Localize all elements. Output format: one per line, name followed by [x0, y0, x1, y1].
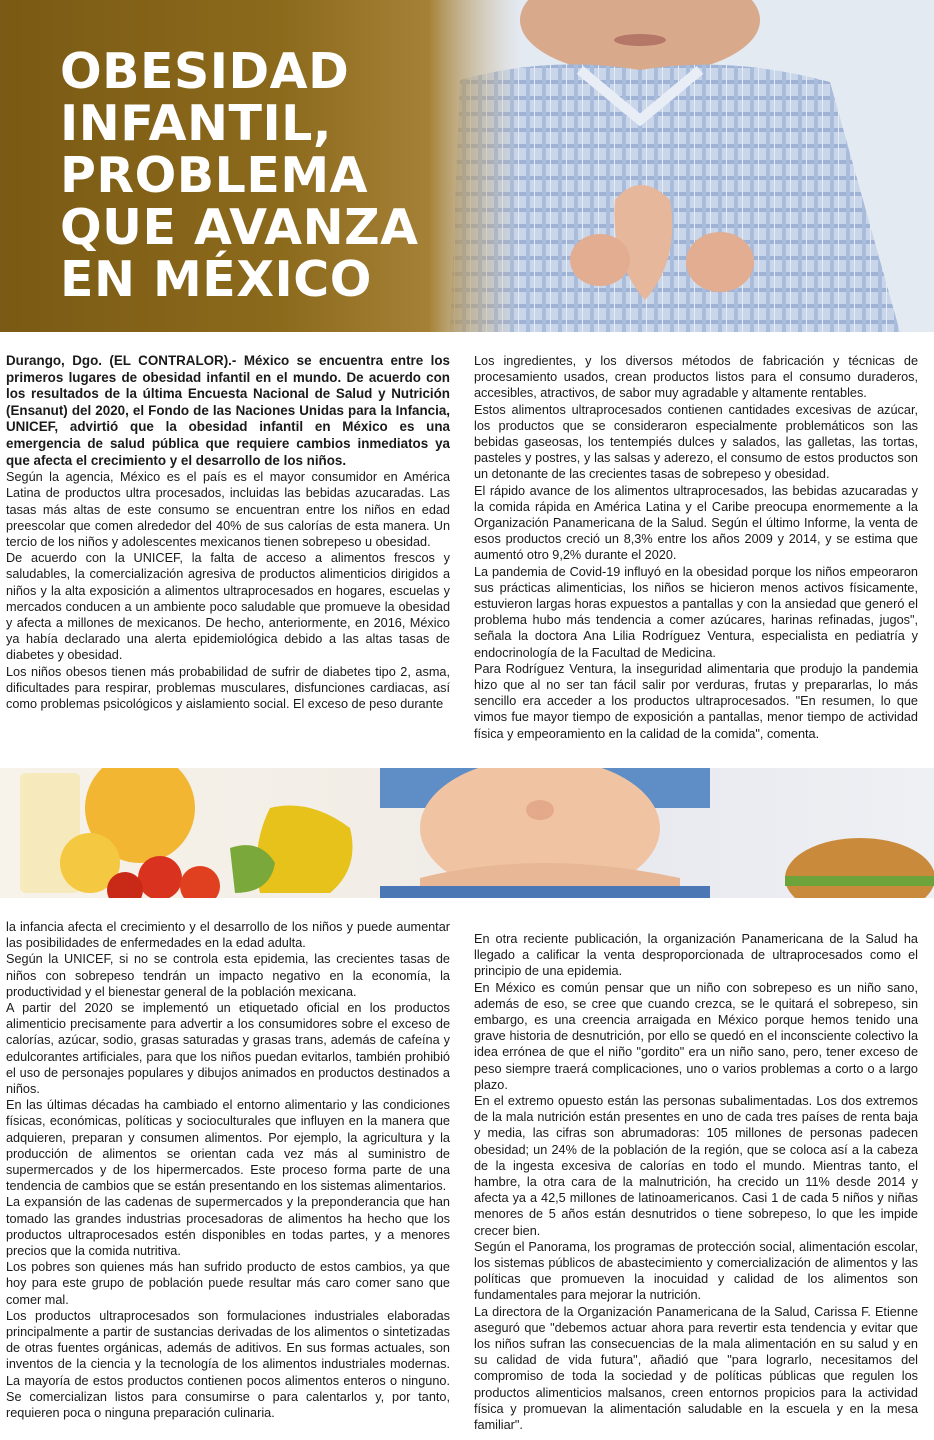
paragraph: Según la UNICEF, si no se controla esta epidemia, las crecientes tasas de niños con sobrepeso tendrán un impacto negativo en la economía, la productividad y el bienestar general de la población mexicana. — [6, 952, 450, 999]
child-shirt-photo — [430, 0, 934, 332]
column-2 — [474, 353, 918, 742]
column-1 — [6, 353, 450, 712]
paragraph: En las últimas décadas ha cambiado el entorno alimentario y las condiciones físicas, económicas, políticas y socioculturales que influyen en la manera que adquieren, preparan y consumen alimentos. Por ejemplo, la agricultura y la producción de alimentos se orientan cada vez más al suministro de supermercados y de los hipermercados. Este proceso forma parte de una tendencia de cambios que se están presentando en los sistemas alimentarios. — [6, 1098, 450, 1194]
paragraph: La directora de la Organización Panamericana de la Salud, Carissa F. Etienne aseguró que "debemos actuar ahora para revertir esta tendencia y evitar que los niños sufran las consecuencias de la mala alimentación en su salud y en su calidad de vida futura", añadió que "para lograrlo, necesitamos del compromiso de toda la sociedad y de políticas públicas que regulen los productos alimenticios malsanos, creen entornos propicios para la actividad física y promuevan la alimentación saludable en la escuela y en la mesa familiar". — [474, 1304, 918, 1433]
paragraph: la infancia afecta el crecimiento y el desarrollo de los niños y puede aumentar las posibilidades de enfermedades en la edad adulta. — [6, 920, 450, 951]
paragraph: Los productos ultraprocesados son formulaciones industriales elaboradas principalmente a partir de sustancias derivadas de los alimentos o sintetizadas de otras fuentes orgánicas, además de aditivos. En sus formas actuales, son inventos de la ciencia y la tecnología de los alimentos industriales modernas. La mayoría de estos productos contienen pocos alimentos enteros o ninguno. Se comercializan listos para consumirse o para calentarlos y, por tanto, requieren poca o ninguna preparación culinaria. — [6, 1308, 450, 1421]
paragraph: En México es común pensar que un niño con sobrepeso es un niño sano, además de eso, se cree que cuando crezca, se le quitará el sobrepeso, sin embargo, es una creencia arraigada en México porque hemos tenido una grave historia de desnutrición, por ello se quedó en el inconsciente colectivo la idea errónea de que el niño "gordito" era un niño sano, pero, tener exceso de peso siempre traerá complicaciones, uno o varios problemas a corto o a largo plazo. — [474, 980, 918, 1092]
paragraph: Los ingredientes, y los diversos métodos de fabricación y técnicas de procesamiento usados, crean productos listos para el consumo duraderos, accesibles, atractivos, de sabor muy agradable y altamente rentables. — [474, 354, 918, 401]
paragraph: Los pobres son quienes más han sufrido producto de estos cambios, ya que hoy para este grupo de población puede resultar más caro comer sano que comer mal. — [6, 1260, 450, 1307]
paragraph: De acuerdo con la UNICEF, la falta de acceso a alimentos frescos y saludables, la comercialización agresiva de productos alimenticios dirigidos a niños y la alta exposición a alimentos ultraprocesados en hogares, escuelas y mercados conducen a un ambiente poco saludable que promueve la obesidad y afecta a millones de mexicanos. De hecho, anteriormente, en 2016, México ya había declarado una alerta epidemiológica debido a las altas tasas de diabetes y obesidad. — [6, 551, 450, 663]
hero-banner — [0, 0, 934, 332]
article-title: OBESIDAD INFANTIL, PROBLEMA QUE AVANZA EN MÉXICO — [60, 43, 419, 308]
paragraph: En otra reciente publicación, la organización Panamericana de la Salud ha llegado a calificar la venta desproporcionada de ultraprocesados como el principio de una epidemia. — [474, 932, 918, 979]
paragraph: Los niños obesos tienen más probabilidad de sufrir de diabetes tipo 2, asma, dificultades para respirar, problemas musculares, disfunciones cardiacas, así como problemas psicológicos y aislamiento social. El exceso de peso durante — [6, 664, 450, 711]
lead-text: México se encuentra entre los primeros lugares de obesidad infantil en el mundo. De acuerdo con los resultados de la última Encuesta Nacional de Salud y Nutrición (Ensanut) del 2020, el Fondo de las Naciones Unidas para la Infancia, UNICEF, advirtió que la obesidad infantil en México es una emergencia de salud pública que requiere cambios inmediatos ya que afecta el crecimiento y el desarrollo de los niños. — [6, 353, 450, 468]
food-illustration — [0, 768, 934, 898]
paragraph: La expansión de las cadenas de supermercados y la preponderancia que han tomado las grandes industrias procesadoras de alimentos ha hecho que los productos ultraprocesados estén disponibles en todas partes, y a menores precios que la comida nutritiva. — [6, 1195, 450, 1259]
paragraph: Para Rodríguez Ventura, la inseguridad alimentaria que produjo la pandemia hizo que al no ser tan fácil salir por verduras, frutas y prepararlas, lo más sencillo era acceder a los productos ultraprocesados. "En resumen, lo que vimos fue mayor tiempo de exposición a pantallas, menor tiempo de actividad física y empeoramiento en la calidad de la comida", comenta. — [474, 661, 918, 741]
child-food-photo — [0, 768, 934, 898]
paragraph: Según la agencia, México es el país es el mayor consumidor en América Latina de productos ultra procesados, incluidas las bebidas azucaradas. Las tasas más altas de este consumo se encuentran entre los niños en edad preescolar que comen alrededor del 40% de sus calorías de esta manera. Un tercio de los niños y adolescentes mexicanos tienen sobrepeso u obesidad. — [6, 470, 450, 549]
paragraph: El rápido avance de los alimentos ultraprocesados, las bebidas azucaradas y la comida rápida en América Latina y el Caribe preocupa enormemente a la Organización Panamericana de la Salud. Según el último Informe, la venta de esos productos creció un 8,3% entre los años 2009 y 2014, y se estima que aumentó otro 9,2% durante el 2020. — [474, 483, 918, 563]
paragraph: En el extremo opuesto están las personas subalimentadas. Los dos extremos de la mala nutrición están presentes en uno de cada tres países de renta baja y media, las cifras son abrumadoras: 105 millones de personas padecen obesidad; un 24% de la población de la región, que se coloca así a la cabeza de la ingesta excesiva de calorías en todo el mundo. Mientras tanto, el hambre, la otra cara de la malnutrición, ha crecido un 11% desde 2014 y afecta ya a 42,5 millones de latinoamericanos. Casi 1 de cada 5 niños y niñas menores de 5 años están desnutridos o tiene sobrepeso, lo que les impide crecer bien. — [474, 1094, 918, 1238]
lead-paragraph — [6, 353, 450, 469]
paragraph: A partir del 2020 se implementó un etiquetado oficial en los productos alimenticio precisamente para advertir a los consumidores sobre el exceso de calorías, azúcar, sodio, grasas saturadas y grasas trans, además de cafeína y edulcorantes artificiales, para que los niños puedan evitarlos, también prohibió el uso de personajes populares y dibujos animados en productos destinados a niños. — [6, 1001, 450, 1097]
paragraph: Estos alimentos ultraprocesados contienen cantidades excesivas de azúcar, los productos que se consideraron especialmente problemáticos son las bebidas gaseosas, los tentempiés dulces y salados, las galletas, las tortas, pasteles y postres, y las salsas y aderezo, el consumo de estos productos son un detonante de las crecientes tasas de sobrepeso y obesidad. — [474, 402, 918, 482]
column-4 — [474, 931, 918, 1433]
paragraph: La pandemia de Covid-19 influyó en la obesidad porque los niños empeoraron sus prácticas alimenticias, los niños se hicieron menos activos físicamente, estuvieron largas horas expuestos a pantallas y con la ansiedad que generó el problema hubo más tendencia a comer azúcares, harinas refinadas, jugos", señala la doctora Ana Lilia Rodríguez Ventura, especialista en pediatría y endocrinología de la Facultad de Medicina. — [474, 564, 918, 660]
dateline: Durango, Dgo. (EL CONTRALOR).- — [6, 353, 237, 368]
column-3 — [6, 919, 450, 1421]
paragraph: Según el Panorama, los programas de protección social, alimentación escolar, los sistemas públicos de abastecimiento y comercialización de alimentos y las políticas que promueven la inocuidad y calidad de los alimentos son fundamentales para mejorar la nutrición. — [474, 1239, 918, 1303]
